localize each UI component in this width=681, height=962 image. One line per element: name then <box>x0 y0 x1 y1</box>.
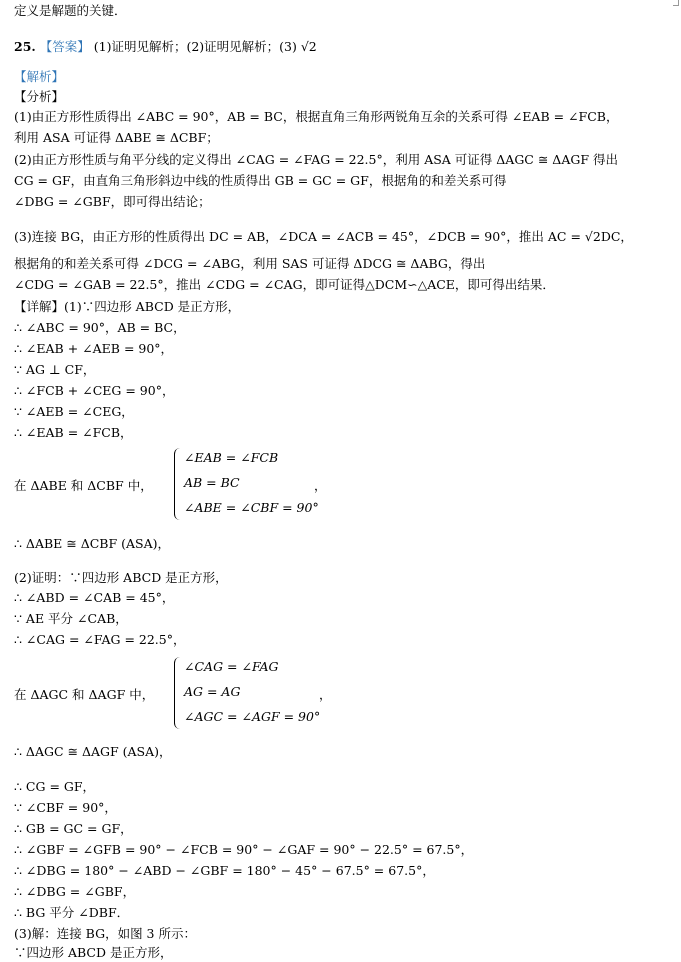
proof-line-6: ∴ ∠EAB = ∠FCB， <box>14 425 133 440</box>
proof-line-3: ∵ AG ⊥ CF， <box>14 362 96 377</box>
proof-line-5: ∵ ∠AEB = ∠CEG， <box>14 404 134 419</box>
page-corner-mark <box>673 0 679 6</box>
left-brace <box>174 448 181 520</box>
proof-line-18: ∴ ∠DBG = ∠GBF， <box>14 884 136 899</box>
proof-line-1: ∴ ∠ABC = 90°，AB = BC， <box>14 320 186 335</box>
system-1-rows <box>184 445 319 520</box>
system-1-row: AB = BC <box>184 475 240 490</box>
analysis-line-7: 根据角的和差关系可得 ∠DCG = ∠ABG，利用 SAS 可证得 ΔDCG ≅ ΔABG，得出 <box>14 256 486 271</box>
left-brace <box>174 657 181 729</box>
proof-line-2: ∴ ∠EAB + ∠AEB = 90°， <box>14 341 174 356</box>
system-2-rows <box>184 654 320 729</box>
analysis-line-5: ∠DBG = ∠GBF，即可得出结论； <box>14 194 211 209</box>
question-number: 25. <box>14 39 36 54</box>
system-1-label: 在 ΔABE 和 ΔCBF 中， <box>14 478 153 493</box>
analysis-line-3: (2)由正方形性质与角平分线的定义得出 ∠CAG = ∠FAG = 22.5°，利用 ASA 可证得 ΔAGC ≅ ΔAGF 得出 <box>14 152 618 167</box>
proof-line-15: ∴ GB = GC = GF， <box>14 821 133 836</box>
detail-line-1: 【详解】(1)∵四边形 ABCD 是正方形， <box>14 299 241 314</box>
proof-line-11: ∴ ∠CAG = ∠FAG = 22.5°， <box>14 632 186 647</box>
proof-line-4: ∴ ∠FCB + ∠CEG = 90°， <box>14 383 175 398</box>
equation-system-1 <box>14 445 664 523</box>
proof-line-21: ∵四边形 ABCD 是正方形， <box>14 945 173 960</box>
analysis-line-1: (1)由正方形性质得出 ∠ABC = 90°，AB = BC，根据直角三角形两锐角互余的关系可得 ∠EAB = ∠FCB， <box>14 109 619 124</box>
proof-line-14: ∵ ∠CBF = 90°， <box>14 800 117 815</box>
fenxi-tag: 【分析】 <box>14 89 65 104</box>
system-2-row: ∠AGC = ∠AGF = 90° <box>184 709 321 724</box>
proof-line-8: (2)证明：∵四边形 ABCD 是正方形， <box>14 570 228 585</box>
system-2-label: 在 ΔAGC 和 ΔAGF 中， <box>14 687 155 702</box>
proof-line-10: ∵ AE 平分 ∠CAB， <box>14 611 128 626</box>
analysis-line-6: (3)连接 BG，由正方形的性质得出 DC = AB，∠DCA = ∠ACB = 45°，∠DCB = 90°，推出 AC = √2DC， <box>14 229 633 244</box>
answer-line <box>14 39 317 55</box>
system-2-row: AG = AG <box>184 684 241 699</box>
proof-line-7: ∴ ΔABE ≅ ΔCBF (ASA)， <box>14 536 171 551</box>
equation-system-2 <box>14 654 664 732</box>
proof-line-12: ∴ ΔAGC ≅ ΔAGF (ASA)， <box>14 744 172 759</box>
system-1-row: ∠ABE = ∠CBF = 90° <box>184 500 319 515</box>
system-2-row: ∠CAG = ∠FAG <box>184 659 279 674</box>
analysis-tag: 【解析】 <box>14 69 65 84</box>
proof-line-20: (3)解：连接 BG，如图 3 所示： <box>14 926 196 941</box>
system-2-end: ， <box>319 687 332 702</box>
proof-line-17: ∴ ∠DBG = 180° − ∠ABD − ∠GBF = 180° − 45° − 67.5° = 67.5°， <box>14 863 435 878</box>
system-1-row: ∠EAB = ∠FCB <box>184 450 279 465</box>
proof-line-19: ∴ BG 平分 ∠DBF． <box>14 905 130 920</box>
intro-line: 定义是解题的关键． <box>14 3 127 18</box>
answer-text: (1)证明见解析；(2)证明见解析；(3) √2 <box>93 39 317 54</box>
proof-line-9: ∴ ∠ABD = ∠CAB = 45°， <box>14 590 175 605</box>
analysis-line-2: 利用 ASA 可证得 ΔABE ≅ ΔCBF； <box>14 130 219 145</box>
proof-line-16: ∴ ∠GBF = ∠GFB = 90° − ∠FCB = 90° − ∠GAF = 90° − 22.5° = 67.5°， <box>14 842 474 857</box>
proof-line-13: ∴ CG = GF， <box>14 779 96 794</box>
analysis-line-4: CG = GF，由直角三角形斜边中线的性质得出 GB = GC = GF，根据角的和差关系可得 <box>14 173 507 188</box>
system-1-end: ， <box>314 478 327 493</box>
answer-tag: 【答案】 <box>39 39 90 54</box>
analysis-line-8: ∠CDG = ∠GAB = 22.5°，推出 ∠CDG = ∠CAG，即可证得△DCM∽△ACE，即可得出结果． <box>14 277 555 292</box>
